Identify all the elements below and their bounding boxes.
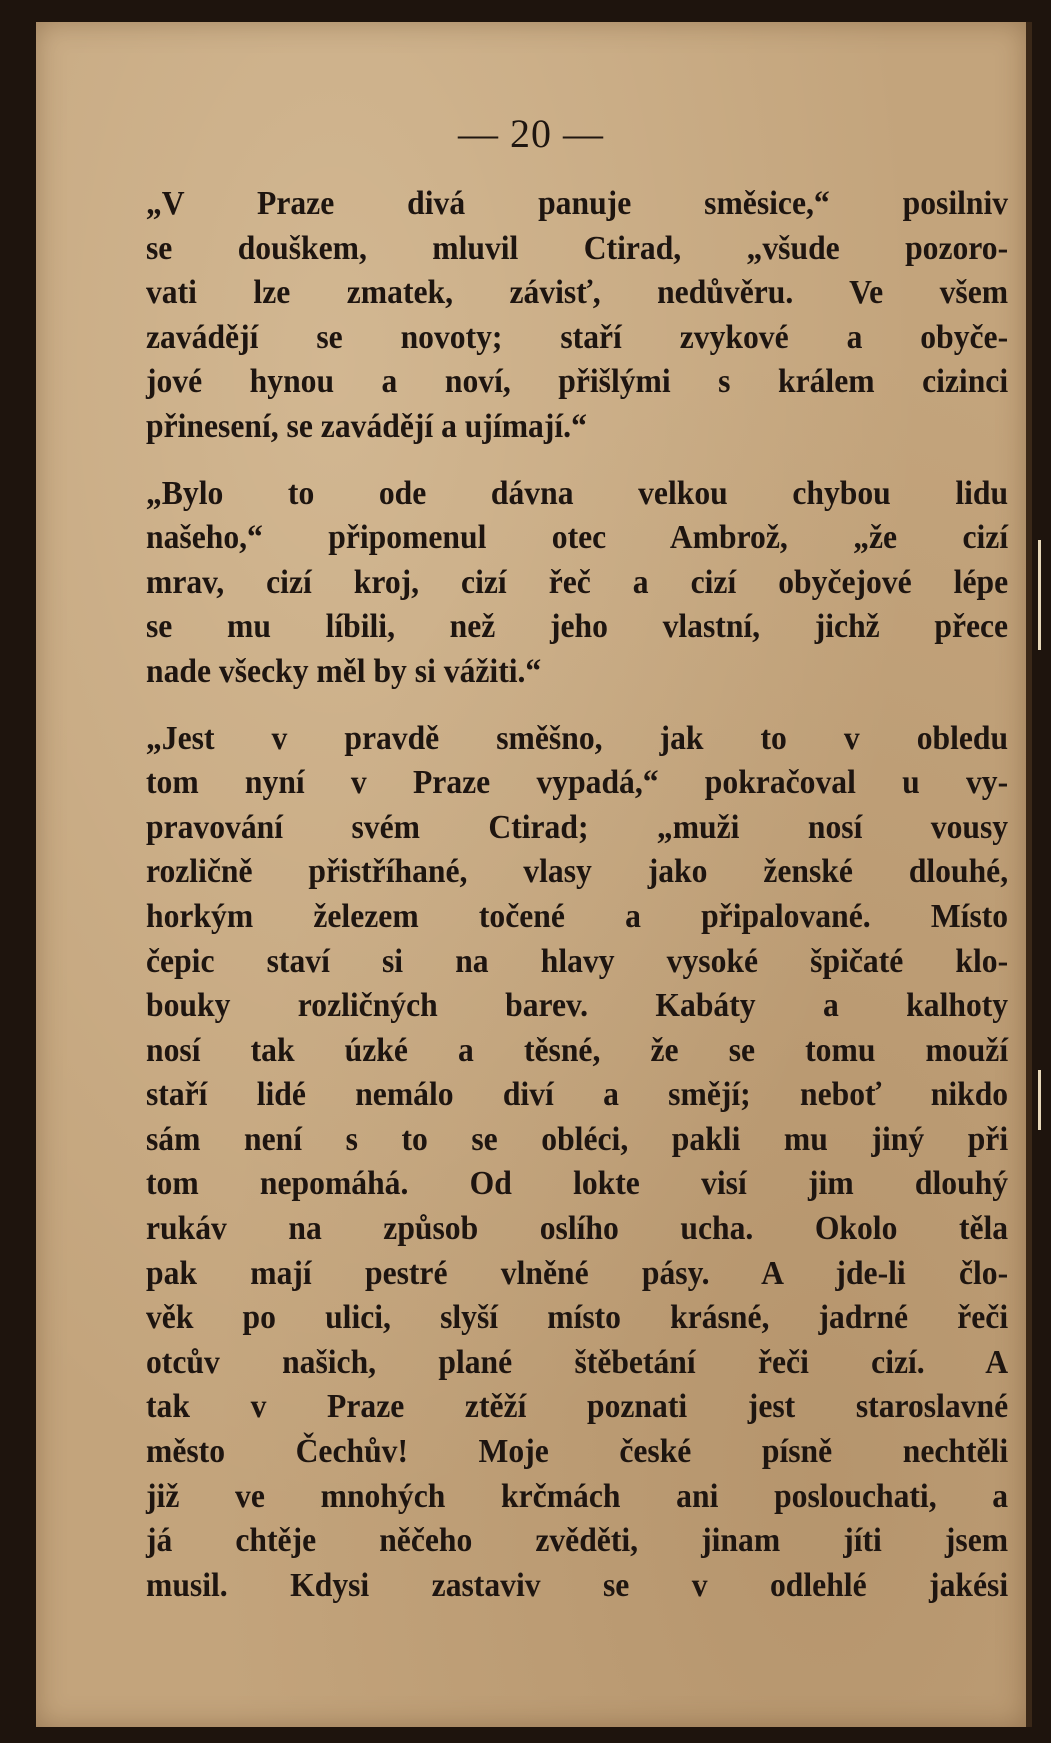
- text-line: horkým železem točené a připalované. Místo: [146, 897, 1009, 935]
- text-line: musil. Kdysi zastaviv se v odlehlé jakési: [146, 1566, 1009, 1604]
- paragraph-gap: [146, 450, 1008, 472]
- page-number: — 20 —: [458, 111, 604, 156]
- text-line: já chtěje něčeho zvěděti, jinam jíti jsem: [146, 1522, 1009, 1560]
- text-line: čepic staví si na hlavy vysoké špičaté klo-: [146, 942, 1009, 980]
- text-line: otcův našich, plané štěbetání řeči cizí. A: [146, 1343, 1009, 1381]
- text-line: přinesení, se zavádějí a ujímají.“: [146, 407, 587, 445]
- text-line: jové hynou a noví, přišlými s králem cizinci: [146, 363, 1009, 401]
- text-line: nosí tak úzké a těsné, že se tomu mouží: [146, 1031, 1009, 1069]
- body-text: [146, 182, 1008, 1608]
- text-line: se mu líbili, než jeho vlastní, jichž přece: [146, 608, 1009, 646]
- paragraph-1: [146, 182, 1008, 450]
- text-line: mrav, cizí kroj, cizí řeč a cizí obyčejové lépe: [146, 563, 1009, 601]
- text-line: již ve mnohých krčmách ani poslouchati, a: [146, 1477, 1009, 1515]
- text-line: pak mají pestré vlněné pásy. A jde-li člo-: [146, 1254, 1009, 1292]
- text-line: staří lidé nemálo diví a smějí; neboť nikdo: [146, 1076, 1009, 1114]
- page-edge-mark: [1038, 1070, 1041, 1130]
- text-line: „Jest v pravdě směšno, jak to v obledu: [146, 719, 1009, 757]
- paragraph-2: [146, 472, 1008, 695]
- book-page: [36, 22, 1032, 1727]
- paragraph-gap: [146, 695, 1008, 717]
- paragraph-3: [146, 717, 1008, 1609]
- text-line: se douškem, mluvil Ctirad, „všude pozoro-: [146, 229, 1009, 267]
- text-line: město Čechův! Moje české písně nechtěli: [146, 1433, 1009, 1471]
- text-line: věk po ulici, slyší místo krásné, jadrné řeči: [146, 1299, 1009, 1337]
- text-line: tak v Praze ztěží poznati jest staroslavné: [146, 1388, 1009, 1426]
- text-line: sám není s to se obléci, pakli mu jiný při: [146, 1120, 1009, 1158]
- text-line: tom nepomáhá. Od lokte visí jim dlouhý: [146, 1165, 1009, 1203]
- text-line: „Bylo to ode dávna velkou chybou lidu: [146, 474, 1009, 512]
- text-line: bouky rozličných barev. Kabáty a kalhoty: [146, 987, 1009, 1025]
- text-line: vati lze zmatek, závisť, nedůvěru. Ve všem: [146, 274, 1009, 312]
- page-edge-mark: [1038, 540, 1041, 650]
- text-line: zavádějí se novoty; staří zvykové a obyče-: [146, 318, 1009, 356]
- text-line: nade všecky měl by si vážiti.“: [146, 652, 542, 690]
- text-line: rozličně přistříhané, vlasy jako ženské dlouhé,: [146, 853, 1009, 891]
- text-line: pravování svém Ctirad; „muži nosí vousy: [146, 808, 1009, 846]
- text-line: rukáv na způsob oslího ucha. Okolo těla: [146, 1210, 1009, 1248]
- text-line: „V Praze divá panuje směsice,“ posilniv: [146, 185, 1009, 222]
- text-line: našeho,“ připomenul otec Ambrož, „že cizí: [146, 519, 1009, 557]
- text-line: tom nyní v Praze vypadá,“ pokračoval u vy-: [146, 764, 1009, 802]
